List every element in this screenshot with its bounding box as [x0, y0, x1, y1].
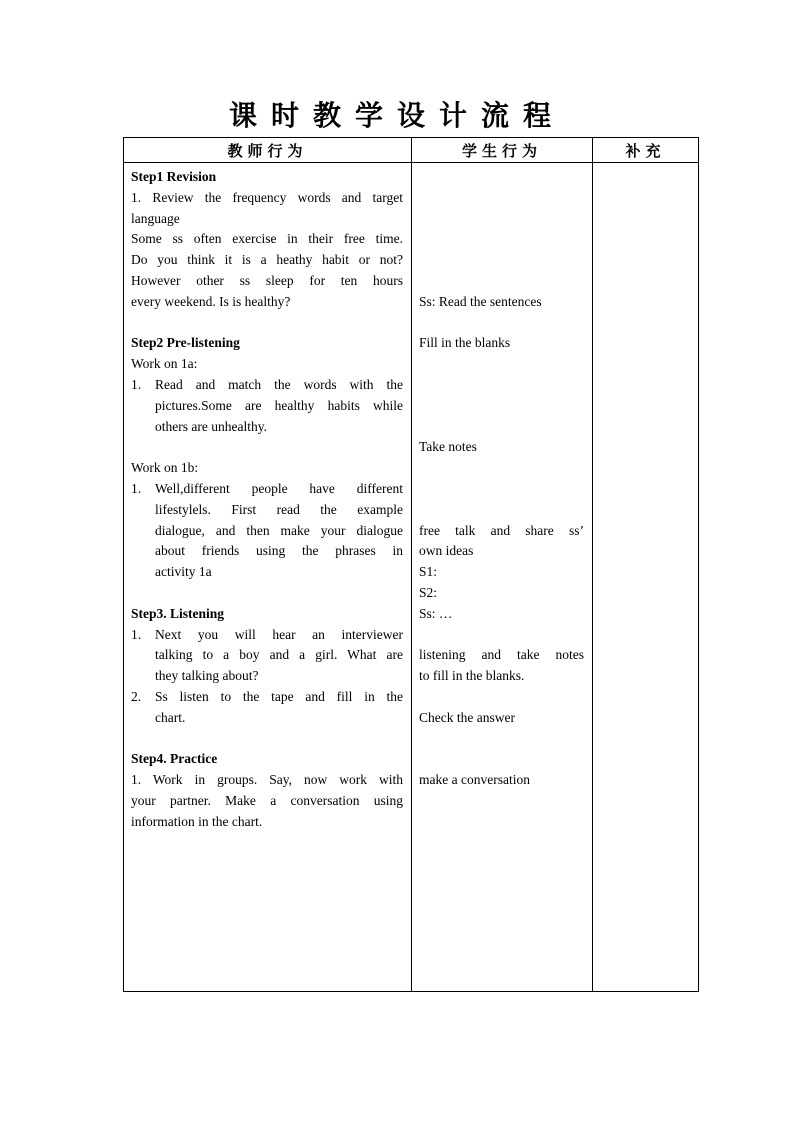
step4-heading: Step4. Practice [131, 751, 218, 767]
step3-item [131, 625, 403, 646]
item-text: Next you will hear an interviewer [155, 626, 403, 642]
item-text: talking to a boy and a girl. What are [155, 647, 403, 663]
step1-line: 1. Review the frequency words and target [131, 189, 403, 205]
student-action: Ss: … [419, 605, 453, 621]
step4-line: your partner. Make a conversation using [131, 792, 403, 808]
student-action: S2: [419, 584, 438, 600]
student-action: S1: [419, 564, 438, 580]
header-supplement: 补充 [593, 138, 699, 163]
item-text: Read and match the words with the [155, 376, 403, 392]
item-number: 1. [131, 480, 142, 496]
student-action: Take notes [419, 439, 477, 455]
student-action: Fill in the blanks [419, 335, 511, 351]
step1-line: Some ss often exercise in their free time. [131, 231, 403, 247]
teacher-cell [124, 163, 412, 992]
header-student: 学生行为 [412, 138, 593, 163]
step1-heading: Step1 Revision [131, 169, 217, 184]
header-teacher: 教师行为 [124, 138, 412, 163]
lesson-plan-table [123, 137, 699, 992]
teacher-column [124, 163, 411, 833]
student-action: free talk and share ss’ [419, 522, 584, 538]
step2-item [131, 375, 403, 396]
item-text: lifestylels. First read the example [155, 501, 403, 517]
step2-item [131, 479, 403, 500]
step1-line: every weekend. Is is healthy? [131, 293, 291, 309]
student-action: Check the answer [419, 709, 515, 725]
item-number: 1. [131, 376, 142, 392]
item-text: they talking about? [155, 668, 259, 684]
step1-line: However other ss sleep for ten hours [131, 272, 403, 288]
student-cell [412, 163, 593, 992]
item-text: pictures.Some are healthy habits while [155, 397, 403, 413]
item-number: 1. [131, 626, 142, 642]
item-number: 2. [131, 688, 142, 704]
table-header-row [124, 138, 699, 163]
supplement-cell [593, 163, 699, 992]
work-1a-label: Work on 1a: [131, 356, 198, 372]
step3-heading: Step3. Listening [131, 605, 225, 621]
page-title: 课时教学设计流程 [228, 99, 565, 132]
student-column [412, 163, 592, 791]
item-text: others are unhealthy. [155, 418, 267, 434]
student-action: Ss: Read the sentences [419, 293, 542, 309]
item-text: Well,different people have different [155, 480, 403, 496]
step2-heading: Step2 Pre-listening [131, 335, 240, 351]
step4-line: 1. Work in groups. Say, now work with [131, 772, 403, 788]
table-body-row [124, 163, 699, 992]
step1-line: Do you think it is a heathy habit or not? [131, 252, 403, 268]
item-text: chart. [155, 709, 186, 725]
step4-line: information in the chart. [131, 813, 263, 829]
step3-item [131, 687, 403, 708]
item-text: dialogue, and then make your dialogue [155, 522, 403, 538]
student-action: own ideas [419, 543, 474, 559]
student-action: make a conversation [419, 772, 530, 788]
work-1b-label: Work on 1b: [131, 460, 199, 476]
item-text: about friends using the phrases in [155, 543, 403, 559]
student-action: to fill in the blanks. [419, 668, 525, 684]
item-text: Ss listen to the tape and fill in the [155, 688, 403, 704]
step1-line: language [131, 210, 180, 226]
item-text: activity 1a [155, 564, 212, 580]
student-action: listening and take notes [419, 647, 584, 663]
